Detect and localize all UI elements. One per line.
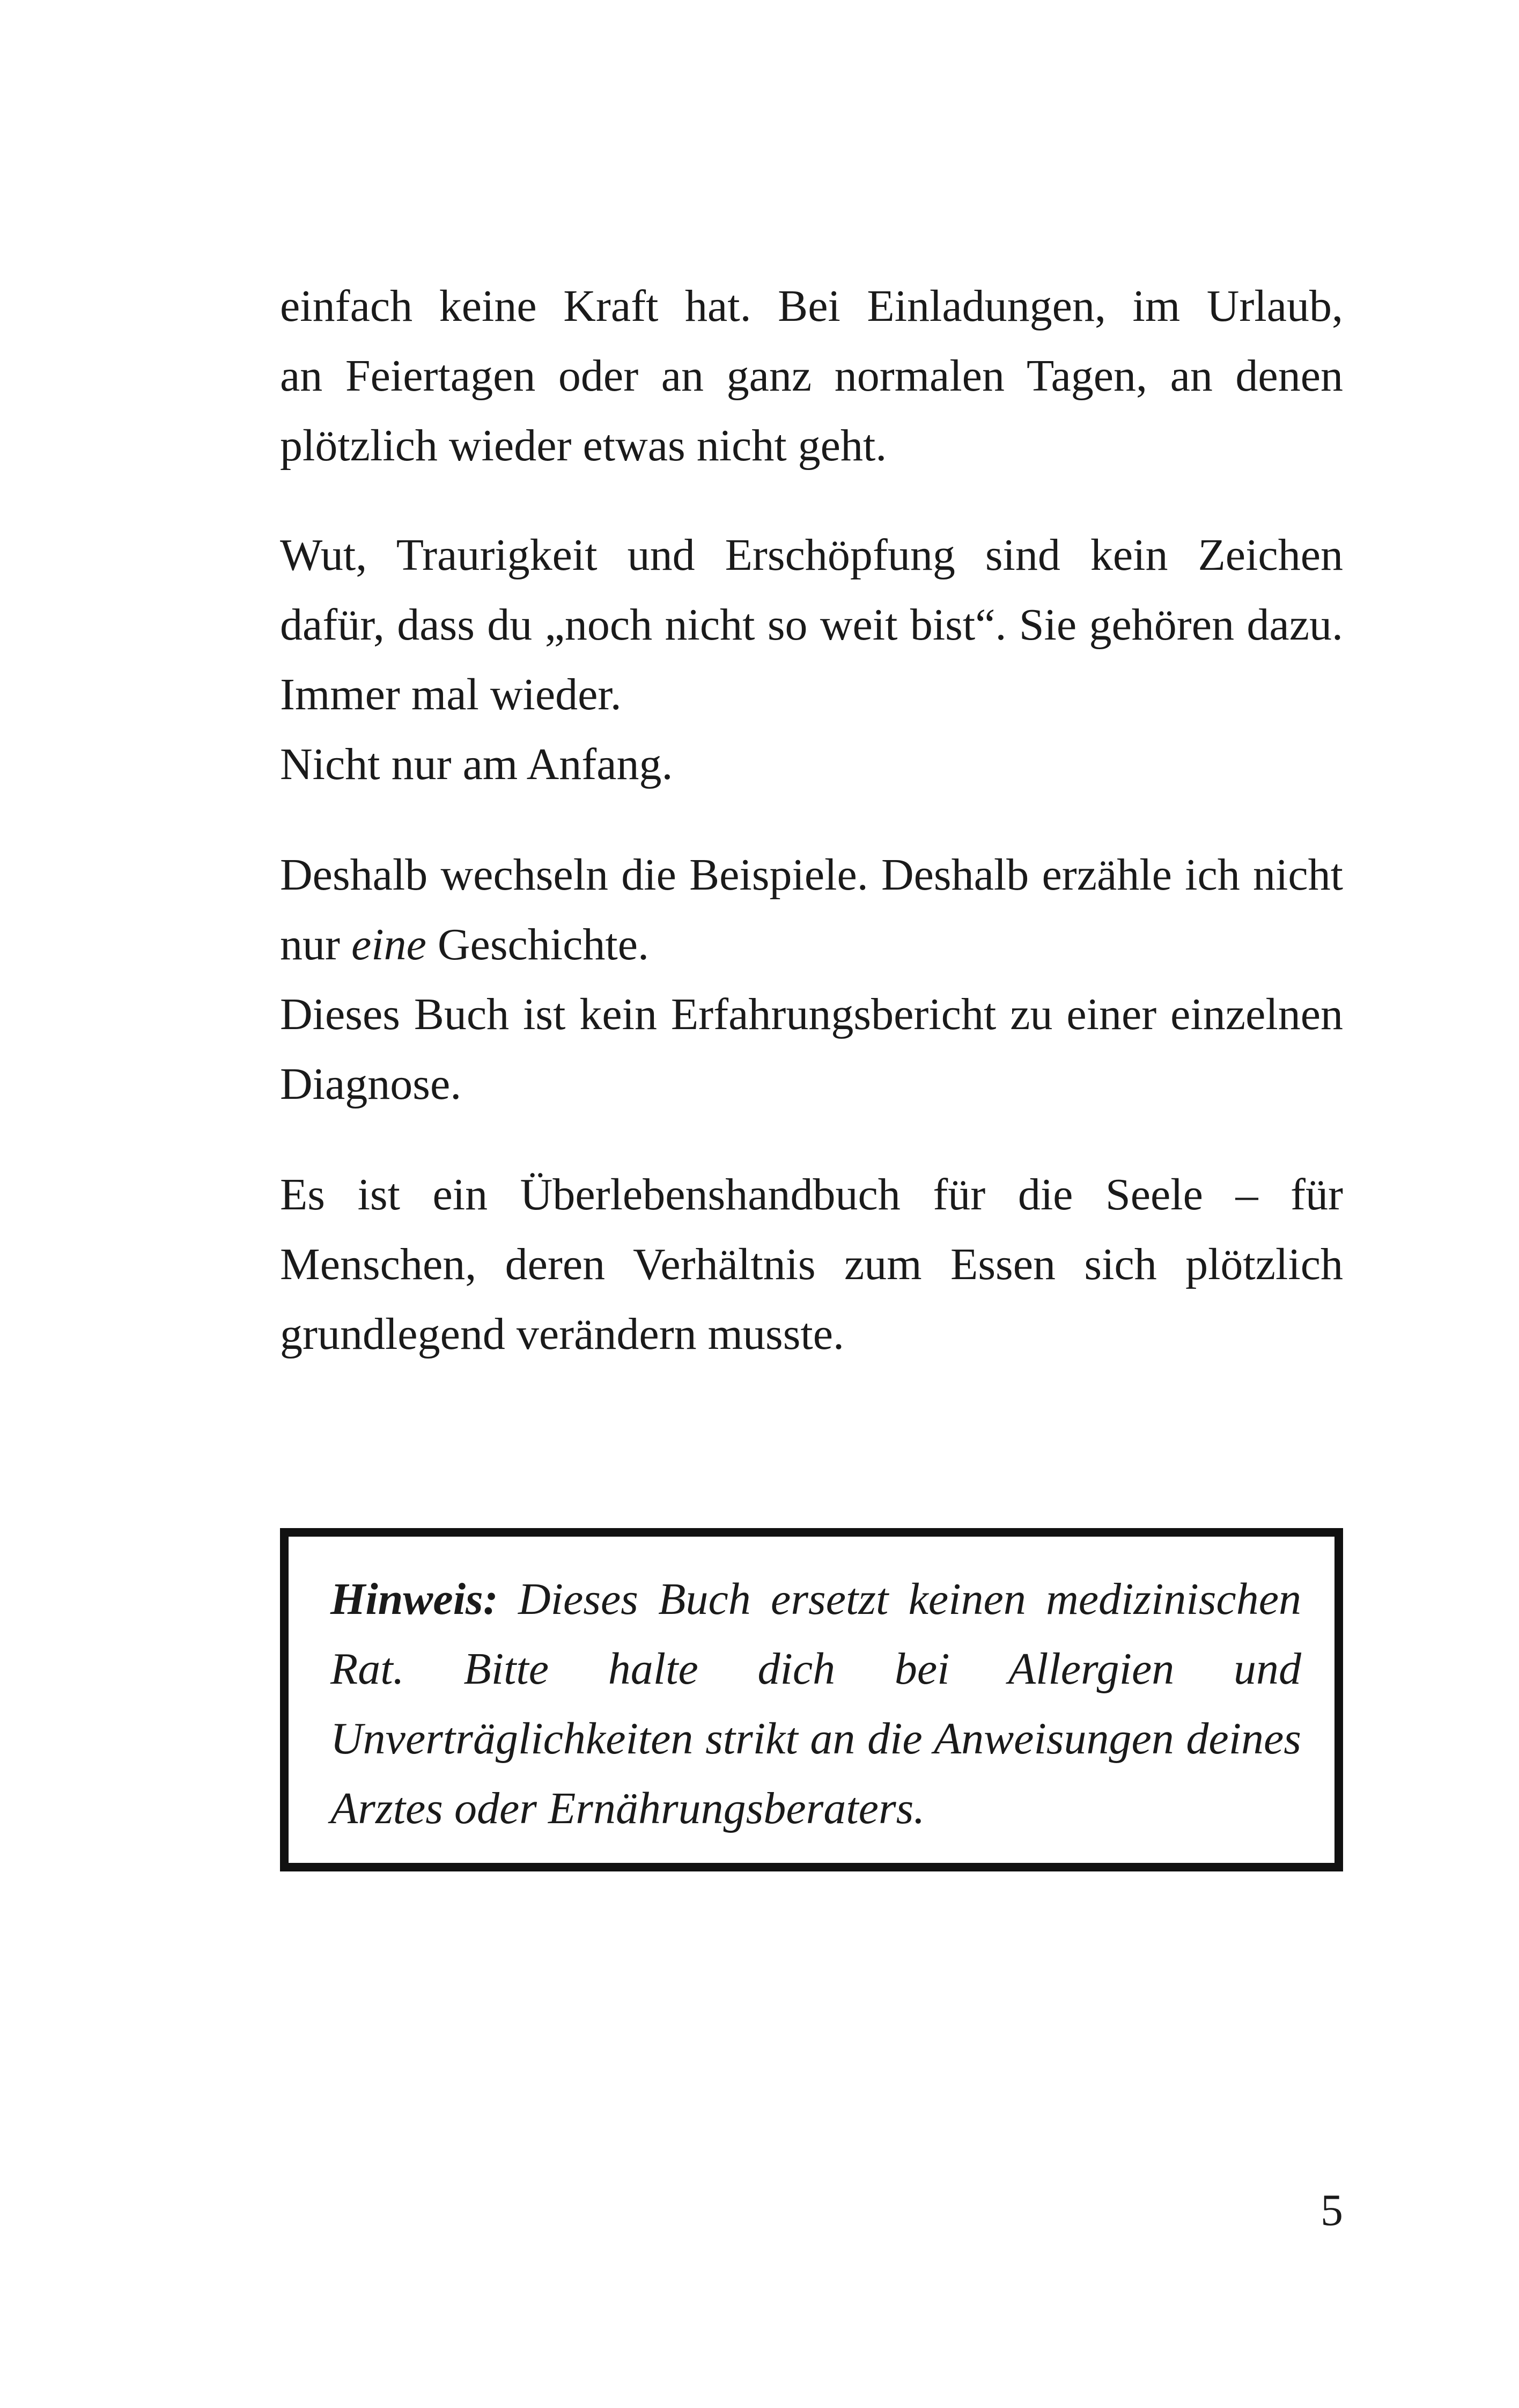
paragraph-strength: [280, 271, 1343, 481]
notice-text: [330, 1565, 1301, 1844]
text-line: Diagnose.: [280, 1059, 462, 1109]
text-line: Immer mal wieder.: [280, 670, 622, 720]
paragraph-emotions: [280, 520, 1343, 799]
notice-label: Hinweis:: [330, 1574, 498, 1624]
paragraph-examples: [280, 840, 1343, 1119]
paragraph-handbook: [280, 1160, 1343, 1369]
page-number: 5: [1321, 2185, 1343, 2235]
text-line: Nicht nur am Anfang.: [280, 739, 673, 789]
text-line: Arztes oder Ernährungsberaters.: [330, 1783, 925, 1833]
text-line: Dieses Buch ist kein Erfahrungsbericht zu einer einzelnen: [280, 989, 1343, 1039]
text-line: Es ist ein Überlebenshandbuch für die Seele – für: [280, 1170, 1343, 1220]
text-line: einfach keine Kraft hat. Bei Einladungen, im Urlaub,: [280, 281, 1343, 331]
text-line: Rat. Bitte halte dich bei Allergien und: [330, 1644, 1301, 1694]
text-line: Deshalb wechseln die Beispiele. Deshalb erzähle ich nicht: [280, 850, 1343, 900]
text-line: Unverträglichkeiten strikt an die Anweisungen deines: [330, 1714, 1301, 1764]
text-line: [280, 910, 1343, 980]
emphasis-text: eine: [351, 920, 426, 970]
notice-box: [280, 1528, 1343, 1871]
text-line: [330, 1565, 1301, 1634]
text-segment: Geschichte.: [426, 920, 650, 970]
text-line: Menschen, deren Verhältnis zum Essen sich plötzlich: [280, 1239, 1343, 1289]
text-line: plötzlich wieder etwas nicht geht.: [280, 421, 887, 471]
text-line: grundlegend verändern musste.: [280, 1309, 845, 1359]
text-line: an Feiertagen oder an ganz normalen Tagen, an denen: [280, 351, 1343, 401]
text-line: dafür, dass du „noch nicht so weit bist“. Sie gehören dazu.: [280, 600, 1343, 650]
text-segment: nur: [280, 920, 351, 970]
text-line: Wut, Traurigkeit und Erschöpfung sind kein Zeichen: [280, 530, 1343, 580]
text-segment: Dieses Buch ersetzt keinen medizinischen: [498, 1574, 1301, 1624]
